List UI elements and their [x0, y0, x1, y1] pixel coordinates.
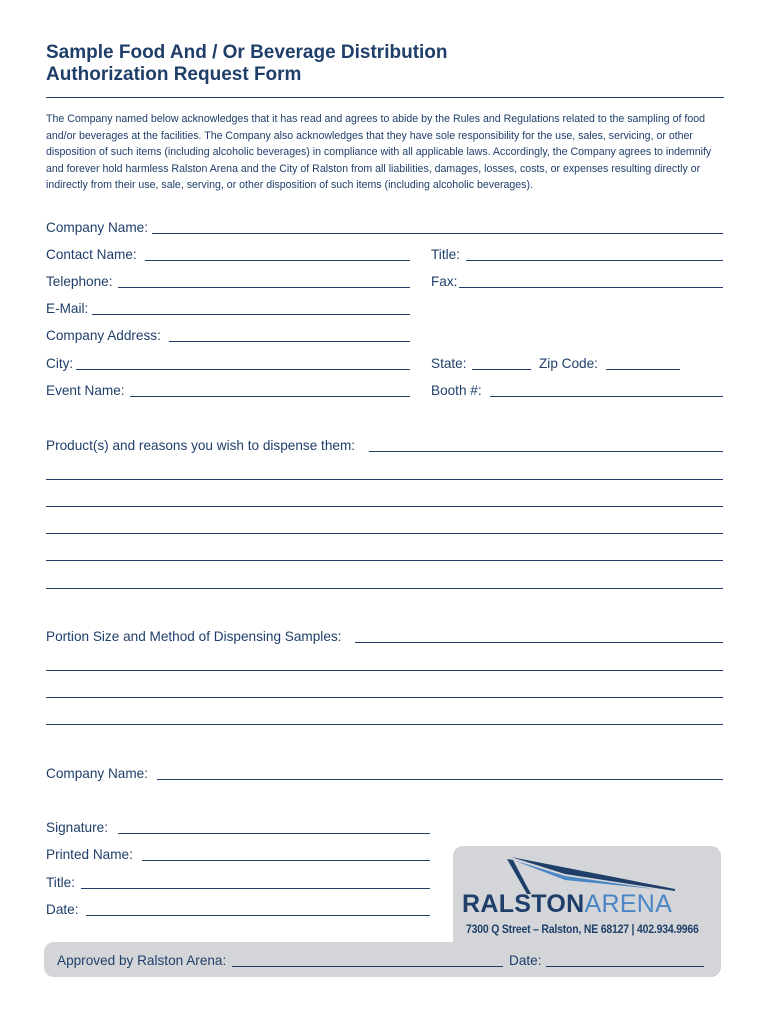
form-title-line2: Authorization Request Form [46, 64, 302, 85]
portion-line[interactable] [46, 697, 723, 698]
fax-field[interactable] [459, 287, 723, 288]
portion-line[interactable] [46, 670, 723, 671]
signature-label: Signature: [46, 820, 108, 835]
intro-paragraph: The Company named below acknowledges that it has read and agrees to abide by the Rules and Regulations related to the sampling of food and/or beverages at the facilities. The Company also acknowledges that they have sole responsibility for the use, sales, servicing, or other disposition of such items (including alcoholic beverages) in compliance with all applicable laws. Accordingly, the Company agrees to indemnify and forever hold harmless Ralston Arena and the City of Ralston from all liabilities, damages, losses, costs, or expenses resulting directly or indirectly from their use, sale, serving, or other disposition of such items (including alcoholic beverages). [46, 113, 712, 192]
products-field[interactable] [369, 451, 723, 452]
zip-code-field[interactable] [606, 369, 680, 370]
signoff-date-field[interactable] [86, 915, 430, 916]
title-field[interactable] [466, 260, 723, 261]
approved-by-label: Approved by Ralston Arena: [57, 953, 227, 968]
printed-name-label: Printed Name: [46, 847, 133, 862]
portion-field[interactable] [355, 642, 723, 643]
signoff-title-field[interactable] [81, 888, 430, 889]
state-field[interactable] [472, 369, 531, 370]
approval-date-field[interactable] [546, 966, 704, 967]
fax-label: Fax: [431, 274, 458, 289]
portion-line[interactable] [46, 724, 723, 725]
products-label: Product(s) and reasons you wish to dispense them: [46, 438, 356, 453]
approved-by-field[interactable] [232, 966, 503, 967]
company-address-label: Company Address: [46, 328, 161, 343]
zip-code-label: Zip Code: [539, 356, 598, 371]
contact-name-field[interactable] [145, 260, 410, 261]
event-name-label: Event Name: [46, 383, 125, 398]
signoff-title-label: Title: [46, 875, 75, 890]
booth-label: Booth #: [431, 383, 482, 398]
company-name-field[interactable] [152, 233, 723, 234]
city-label: City: [46, 356, 74, 371]
signoff-company-name-label: Company Name: [46, 766, 148, 781]
products-line[interactable] [46, 588, 723, 589]
products-line[interactable] [46, 560, 723, 561]
logo-swoosh-left [507, 859, 531, 894]
email-field[interactable] [92, 314, 410, 315]
printed-name-field[interactable] [142, 860, 430, 861]
signature-field[interactable] [118, 833, 430, 834]
products-line[interactable] [46, 506, 723, 507]
booth-field[interactable] [490, 396, 723, 397]
signoff-date-label: Date: [46, 902, 79, 917]
email-label: E-Mail: [46, 301, 89, 316]
company-name-label: Company Name: [46, 220, 148, 235]
wordmark-ralston: RALSTON [462, 890, 585, 918]
products-line[interactable] [46, 533, 723, 534]
wordmark-arena: ARENA [584, 890, 673, 918]
logo-swoosh-upper [511, 857, 675, 891]
form-title [46, 42, 448, 86]
signoff-company-name-field[interactable] [157, 779, 723, 780]
form-title-line1: Sample Food And / Or Beverage Distribution [46, 42, 448, 63]
ralston-arena-wordmark [462, 890, 672, 918]
products-line[interactable] [46, 479, 723, 480]
state-label: State: [431, 356, 467, 371]
portion-label: Portion Size and Method of Dispensing Samples: [46, 629, 342, 644]
event-name-field[interactable] [130, 396, 410, 397]
title-label: Title: [431, 247, 460, 262]
contact-name-label: Contact Name: [46, 247, 137, 262]
telephone-label: Telephone: [46, 274, 113, 289]
arena-address: 7300 Q Street – Ralston, NE 68127 | 402.934.9966 [466, 923, 699, 936]
telephone-field[interactable] [118, 287, 410, 288]
city-field[interactable] [76, 369, 410, 370]
company-address-field[interactable] [169, 341, 410, 342]
title-divider [46, 97, 724, 98]
approval-date-label: Date: [509, 953, 542, 968]
